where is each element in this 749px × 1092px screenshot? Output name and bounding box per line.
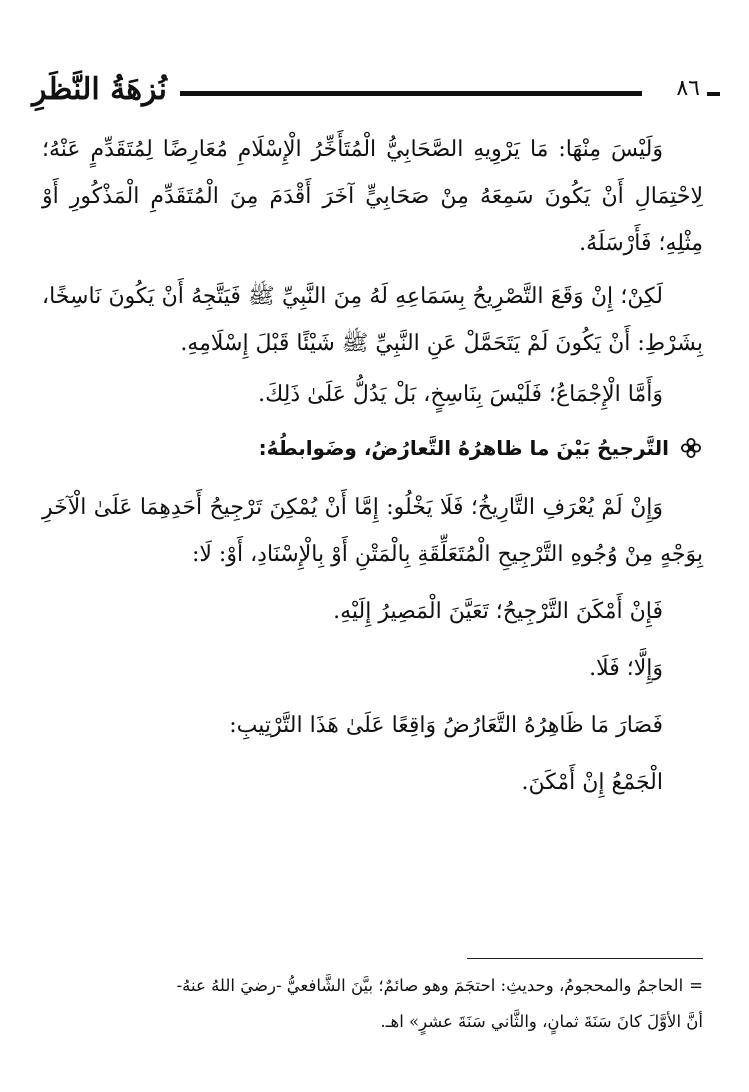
footnote-continuation-mark: = bbox=[689, 976, 703, 995]
section-heading-text: التَّرجيحُ بَيْنَ ما ظاهرُهُ التَّعارُضُ، وضَوابطُهُ: bbox=[258, 436, 669, 460]
paragraph-7: فَصَارَ مَا ظَاهِرُهُ التَّعَارُضُ وَاقِعًا عَلَىٰ هَذَا التَّرْتِيبِ: bbox=[229, 713, 663, 738]
footnote bbox=[42, 968, 703, 1040]
running-title: نُزهَةُ النَّظَرِ bbox=[32, 72, 167, 107]
page-header bbox=[20, 70, 720, 118]
page-number: ٨٦ bbox=[676, 76, 700, 101]
section-heading bbox=[42, 428, 703, 468]
footnote-line-2: أنَّ الأوَّلَ كانَ سَنَةَ ثمانٍ، والثَّاني سَنَةَ عشرٍ» اهـ. bbox=[380, 1012, 703, 1031]
paragraph-3: وَأَمَّا الْإِجْمَاعُ؛ فَلَيْسَ بِنَاسِخٍ، بَلْ يَدُلُّ عَلَىٰ ذَلِكَ. bbox=[258, 382, 663, 407]
footnote-line-1 bbox=[42, 968, 703, 1004]
flower-ornament-icon bbox=[679, 436, 703, 460]
footnote-rule bbox=[467, 958, 703, 959]
header-rule bbox=[180, 91, 642, 96]
paragraph-1: وَلَيْسَ مِنْهَا: مَا يَرْوِيهِ الصَّحَابِيُّ الْمُتَأَخِّرُ الْإِسْلَامِ مُعَارِضًا لِمُتَقَدِّمٍ عَنْهُ؛ لِاحْتِمَالِ أَنْ يَكُونَ سَمِعَهُ مِنْ صَحَابِيٍّ آخَرَ أَقْدَمَ مِنَ الْمُتَقَدِّمِ الْمَذْكُورِ أَوْ مِثْلِهِ؛ فَأَرْسَلَهُ. bbox=[42, 137, 703, 256]
paragraph-5: فَإِنْ أَمْكَنَ التَّرْجِيحُ؛ تَعَيَّنَ الْمَصِيرُ إِلَيْهِ. bbox=[333, 599, 663, 624]
paragraph-8: الْجَمْعُ إِنْ أَمْكَنَ. bbox=[521, 770, 663, 795]
paragraph-6: وَإِلَّا؛ فَلَا. bbox=[589, 656, 663, 681]
page-number-dash bbox=[707, 92, 720, 96]
paragraph-2: لَكِنْ؛ إِنْ وَقَعَ التَّصْرِيحُ بِسَمَاعِهِ لَهُ مِنَ النَّبِيِّ ﷺ فَيَتَّجِهُ أَنْ يَكُونَ نَاسِخًا، بِشَرْطِ: أَنْ يَكُونَ لَمْ يَتَحَمَّلْ عَنِ النَّبِيِّ ﷺ شَيْئًا قَبْلَ إِسْلَامِهِ. bbox=[42, 284, 703, 356]
paragraph-4: وَإِنْ لَمْ يُعْرَفِ التَّارِيخُ؛ فَلَا يَخْلُو: إِمَّا أَنْ يُمْكِنَ تَرْجِيحُ أَحَدِهِمَا عَلَىٰ الْآخَرِ بِوَجْهٍ مِنْ وُجُوهِ التَّرْجِيحِ الْمُتَعَلِّقَةِ بِالْمَتْنِ أَوْ بِالْإِسْنَادِ، أَوْ: لَا: bbox=[42, 495, 703, 567]
footnote-line-1-text: الحاجمُ والمحجومُ، وحديثِ: احتجَمَ وهو صائمٌ؛ بيَّنَ الشَّافعيُّ -رضيَ اللهُ عنهُ- bbox=[176, 976, 684, 995]
main-text bbox=[42, 126, 703, 806]
